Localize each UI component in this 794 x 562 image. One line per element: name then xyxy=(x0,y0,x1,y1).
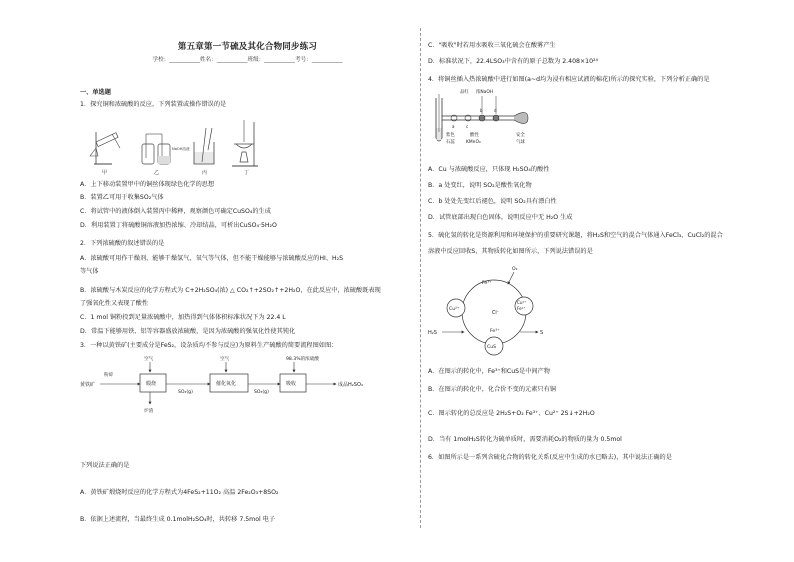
q5-option-a: A．在图示的转化中，Fe³⁺和CuS是中间产物 xyxy=(428,368,550,375)
q4-label-naoh: 浓NaOH xyxy=(476,90,494,95)
q4-label-safety: 安全 xyxy=(516,133,525,138)
question-5-line1: 5．硫化氢的转化是资源利用和环境保护的重要研究课题，将H₂S和空气的混合气体通入FeCl₃、CuCl₂的混合 xyxy=(428,232,723,239)
question-5-line2: 溶液中反应回收S，其物质转化如图所示，下列说法错误的是 xyxy=(428,248,593,255)
flow-box-catalytic: 催化氧化 xyxy=(216,381,237,387)
q2-option-d: D．常温下能够用铁、铝等容器盛放浓硫酸，是因为浓硫酸的强氧化性使其钝化 xyxy=(80,328,296,335)
q1-apparatus-figure xyxy=(82,114,282,176)
q4-label-purple: 紫色 xyxy=(446,133,455,138)
q1-option-c: C．将试管中的液体倒入装置丙中稀释，观察颜色可确定CuSO₄的生成 xyxy=(80,208,271,215)
flow-acid-label: 98.3%的浓硫酸 xyxy=(286,357,319,362)
q5-cu2-label: Cu²⁺ xyxy=(449,307,460,312)
q1-option-d: D．利用装置丁将硫酸铜溶液加热浓缩、冷却结晶，可析出CuSO₄·5H₂O xyxy=(80,222,277,229)
apparatus-jia-icon xyxy=(90,132,120,164)
q4-label-d: d xyxy=(494,108,497,113)
q4-option-a: A．Cu 与浓硫酸反应，只体现 H₂SO₄的酸性 xyxy=(428,166,550,173)
q4-label-b: b xyxy=(480,108,483,113)
q5-fe3-top-label: Fe³⁺ xyxy=(482,281,492,286)
fig-label-bing: 丙 xyxy=(202,170,208,176)
flow-box-roast: 煅烧 xyxy=(146,381,157,387)
q4-label-balloon: 气球 xyxy=(516,140,525,145)
q4-option-b: B．a 处变红，说明 SO₂是酸性氧化物 xyxy=(428,182,532,189)
q5-option-c: C．图示转化的总反应是 2H₂S+O₂ Fe³⁺、Cu²⁺ 2S↓+2H₂O xyxy=(428,410,595,417)
question-6: 6．如图所示是一系列含硫化合物的转化关系(反应中生成的水已略去)，其中说法正确的是 xyxy=(428,454,672,461)
student-info-line: 学校：___________姓名：___________班级：___________考号：___________ xyxy=(152,57,343,63)
q3-option-a: A．黄铁矿煅烧时反应的化学方程式为4FeS₂+11O₂ 高温 2Fe₂O₃+8SO₂ xyxy=(80,489,279,496)
column-divider xyxy=(420,28,421,528)
flow-ore-label: 黄铁矿 xyxy=(80,382,96,388)
q4-apparatus-figure xyxy=(432,86,542,150)
q2-option-c: C．1 mol 铜粉投到足量浓硫酸中，加热得到气体体积标准状况下为 22.4 L xyxy=(80,314,286,321)
q4-label-kmno4: KMnO₄ xyxy=(466,140,481,145)
fig-label-jia: 甲 xyxy=(102,170,108,176)
flow-so2-label: SO₂(g) xyxy=(178,390,193,395)
q5-fe3-mid-label: Fe³⁺ xyxy=(490,329,500,334)
flow-air-label-1: 空气 xyxy=(144,357,154,362)
fig-label-naoh: NaOH溶液 xyxy=(172,147,190,151)
flow-air-label-2: 空气 xyxy=(220,357,230,362)
q2-option-a-line1: A．浓硫酸可用作干燥剂，能够干燥氢气、氧气等气体，但不能干燥能够与浓硫酸反应的HI、H₂S xyxy=(80,255,344,262)
fig-label-yi: 乙 xyxy=(154,170,160,176)
q2-option-a-line2: 等气体 xyxy=(80,268,99,275)
q5-cycle-figure xyxy=(428,262,558,360)
page-title: 第五章第一节硫及其化合物同步练习 xyxy=(177,42,318,52)
q3-option-c: C．"吸收"时若用水吸收三氧化硫会在酸雾产生 xyxy=(428,42,556,49)
q4-option-d: D．试管底部出现白色固体，说明反应中无 H₂O 生成 xyxy=(428,214,573,221)
apparatus-bing-icon xyxy=(194,128,214,164)
q3-option-b: B．依据上述流程，当最终生成 0.1molH₂SO₄时，共转移 7.5mol 电子 xyxy=(80,516,276,523)
q5-cl-label: Cl⁻ xyxy=(492,311,500,316)
q5-s-label: S xyxy=(540,330,544,336)
q3-stem: 下列说法正确的是 xyxy=(80,462,130,469)
q1-option-a: A．上下移动装置甲中的铜丝体现绿色化学的思想 xyxy=(80,181,215,188)
flow-box-absorb: 吸收 xyxy=(286,381,297,387)
question-3: 3．一种以黄铁矿(主要成分是FeS₂，设杂质均不参与反应)为原料生产硫酸的简要流程图如图： xyxy=(80,342,338,349)
q4-option-c: C．b 处处先变红后褪色，说明 SO₂具有漂白性 xyxy=(428,198,557,205)
question-2: 2．下列浓硫酸的叙述错误的是 xyxy=(80,240,165,247)
q5-option-d: D．当有 1molH₂S转化为硫单质时，需要消耗O₂的物质的量为 0.5mol xyxy=(428,436,622,443)
q4-label-pinhong: 品红 xyxy=(460,90,469,95)
q5-cus-label: CuS xyxy=(487,345,497,350)
q4-label-litmus: 石蕊 xyxy=(446,140,455,145)
question-4: 4．将铜丝插入热浓硫酸中进行如图(a~d均为浸有相应试液的棉花)所示的探究实验，下列分析正确的是 xyxy=(428,76,710,83)
q1-option-b: B．装置乙可用于收集SO₂气体 xyxy=(80,194,164,201)
apparatus-ding-icon xyxy=(232,120,258,166)
flow-slag-label: 炉渣 xyxy=(144,409,154,414)
q5-o2-label: O₂ xyxy=(512,267,518,272)
section-heading: 一、单选题 xyxy=(80,89,111,96)
q5-cu2-right-label: Cu²⁺ xyxy=(517,300,527,305)
flow-product-label: 成品H₂SO₄ xyxy=(338,382,363,388)
q4-label-acidic: 酸性 xyxy=(470,133,479,138)
q5-h2s-label: H₂S xyxy=(428,330,437,336)
fig-label-ding: 丁 xyxy=(244,170,250,176)
q3-flowchart xyxy=(80,352,415,414)
flow-so3-label: SO₃(g) xyxy=(254,390,269,395)
flow-crush-label: 粉碎 xyxy=(104,373,114,378)
q2-option-b-line1: B．浓硫酸与木炭反应的化学方程式为 C+2H₂SO₄(浓) △ CO₂↑+2SO₂↑+2H₂O，在此反应中，浓硫酸既表现 xyxy=(80,287,381,294)
q3-option-d: D．标准状况下，22.4LSO₃中含有的原子总数为 2.408×10²⁴ xyxy=(428,58,598,65)
q5-option-b: B．在图示的转化中，化合价不变的元素只有铜 xyxy=(428,386,556,393)
q5-fe2-label: Fe²⁺ xyxy=(517,306,526,311)
q2-option-b-line2: 了强氧化性又表现了酸性 xyxy=(80,300,149,307)
question-1: 1．探究铜和浓硫酸的反应，下列装置或操作错误的是 xyxy=(80,101,227,108)
q4-label-c: c xyxy=(466,124,469,129)
apparatus-yi-icon xyxy=(142,134,170,164)
q4-label-a: a xyxy=(452,124,455,129)
